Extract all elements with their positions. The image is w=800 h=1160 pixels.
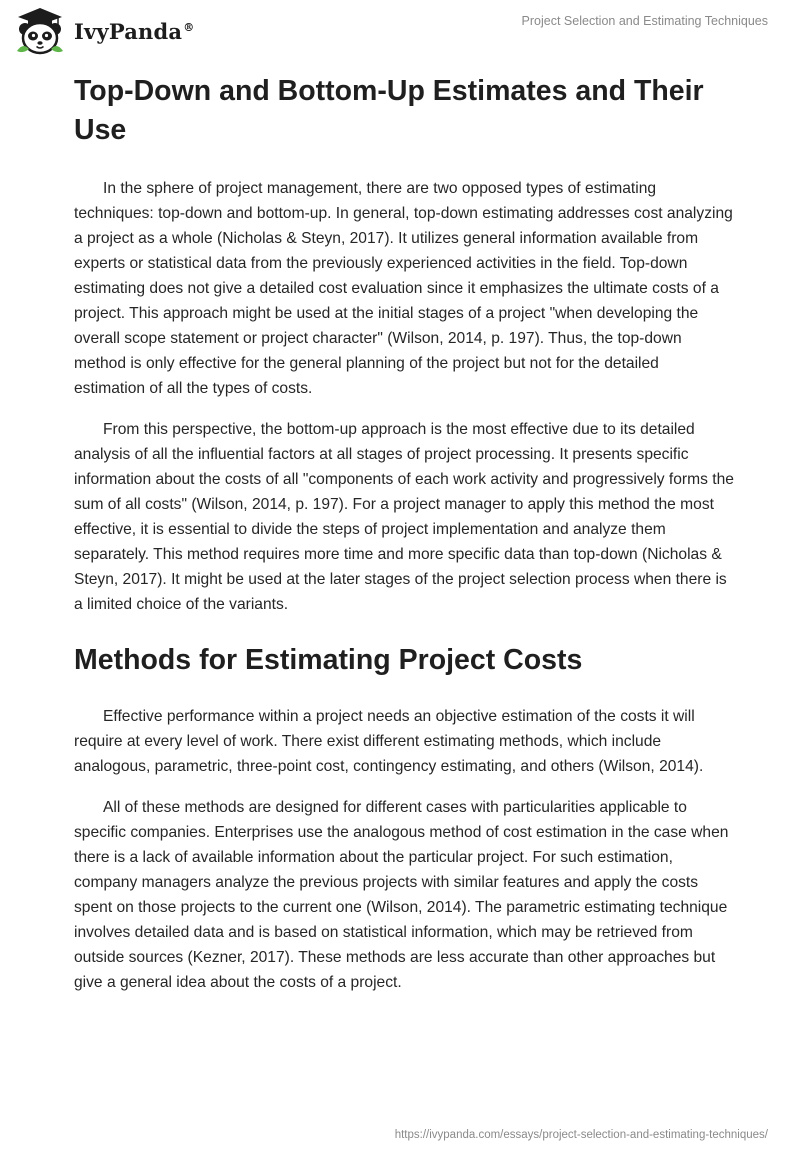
paragraph: From this perspective, the bottom-up approach is the most effective due to its detailed analysis of all the influential factors at all stages of project processing. It presents specific information about the costs of all "components of each work activity and progressively forms the sum of all costs" (Wilson, 2014, p. 197). For a project manager to apply this method the most effective, it is essential to divide the steps of project implementation and analyze them separately. This method requires more time and more specific data than top-down (Nicholas & Steyn, 2017). It might be used at the later stages of the project selection process when there is a limited choice of the variants. [74, 421, 734, 613]
section-heading-top-down-bottom-up: Top-Down and Bottom-Up Estimates and Their Use [74, 75, 704, 146]
paragraph: In the sphere of project management, there are two opposed types of estimating techniques: top-down and bottom-up. In general, top-down estimating addresses cost analyzing a project as a whole (Nicholas & Steyn, 2017). It utilizes general information available from experts or statistical data from the previously experienced activities in the field. Top-down estimating does not give a detailed cost evaluation since it emphasizes the ultimate costs of a project. This approach might be used at the initial stages of a project "when developing the overall scope statement or project character" (Wilson, 2014, p. 197). Thus, the top-down method is only effective for the general planning of the project but not for the detailed estimation of all the types of costs. [74, 180, 733, 397]
brand-name-text: IvyPanda [74, 18, 183, 44]
page-header [0, 0, 800, 60]
paragraph: All of these methods are designed for different cases with particularities applicable to specific companies. Enterprises use the analogous method of cost estimation in the case when there is a lack of available information about the particular project. For such estimation, company managers analyze the previous projects with similar features and apply the costs spent on those projects to the current one (Wilson, 2014). The parametric estimating technique involves detailed data and is based on statistical information, which may be retrieved from outside sources (Kezner, 2017). These methods are less accurate than other approaches but give a general idea about the costs of a project. [74, 799, 729, 991]
paragraph: Effective performance within a project needs an objective estimation of the costs it will require at every level of work. There exist different estimating methods, which include analogous, parametric, three-point cost, contingency estimating, and others (Wilson, 2014). [74, 708, 704, 775]
essay-content [74, 72, 734, 1011]
panda-graduate-icon [14, 7, 66, 55]
section-heading-estimating-methods: Methods for Estimating Project Costs [74, 644, 583, 676]
brand-name [74, 19, 194, 44]
brand-logo[interactable] [14, 7, 194, 55]
source-url-link[interactable]: https://ivypanda.com/essays/project-selection-and-estimating-techniques/ [394, 1129, 768, 1141]
registered-mark: ® [183, 20, 195, 34]
document-title: Project Selection and Estimating Techniques [521, 14, 768, 28]
